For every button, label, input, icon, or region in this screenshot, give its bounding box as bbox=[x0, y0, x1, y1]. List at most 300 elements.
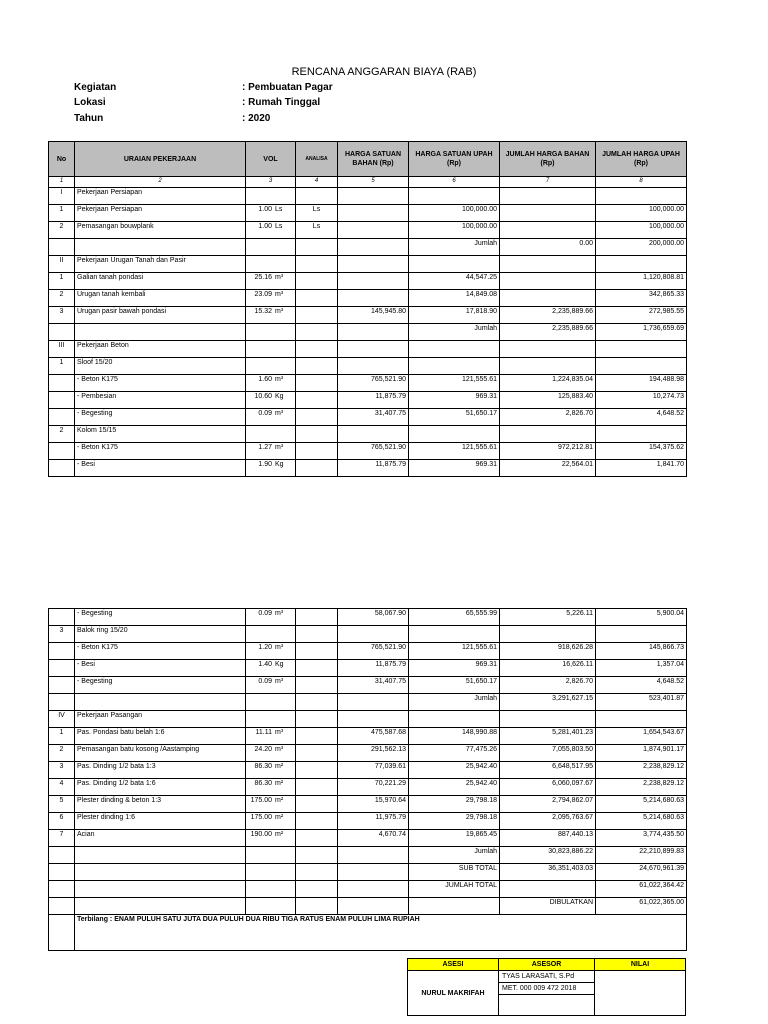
cell-uraian: Urugan tanah kembali bbox=[75, 290, 246, 307]
cell-uraian: Plester dinding 1:6 bbox=[75, 813, 246, 830]
cell-harga-bahan bbox=[338, 324, 409, 341]
cell-no: 1 bbox=[49, 728, 75, 745]
cell-uraian: Pekerjaan Urugan Tanah dan Pasir bbox=[75, 256, 246, 273]
cell-uraian bbox=[75, 694, 246, 711]
cell-harga-bahan bbox=[338, 358, 409, 375]
cell-vol bbox=[246, 273, 296, 290]
cell-vol bbox=[246, 864, 296, 881]
table-row bbox=[49, 864, 687, 881]
nilai-label: NILAI bbox=[595, 959, 686, 971]
document-title: RENCANA ANGGARAN BIAYA (RAB) bbox=[291, 66, 477, 78]
cell-jumlah-bahan: 16,626.11 bbox=[500, 660, 596, 677]
cell-harga-upah bbox=[409, 358, 500, 375]
cell-harga-upah: 44,547.25 bbox=[409, 273, 500, 290]
cell-uraian bbox=[75, 847, 246, 864]
rab-table-page2 bbox=[48, 608, 687, 951]
nilai-value bbox=[595, 971, 686, 1016]
table-row bbox=[49, 324, 687, 341]
meta-label: Lokasi bbox=[74, 97, 106, 108]
cell-harga-upah: 121,555.61 bbox=[409, 643, 500, 660]
col-num: 7 bbox=[500, 177, 596, 188]
cell-harga-upah: 25,942.40 bbox=[409, 779, 500, 796]
cell-harga-upah: 148,990.88 bbox=[409, 728, 500, 745]
cell-jumlah-upah: 5,214,680.63 bbox=[596, 813, 687, 830]
cell-harga-upah: 969.31 bbox=[409, 660, 500, 677]
cell-jumlah-bahan bbox=[500, 205, 596, 222]
cell-harga-bahan bbox=[338, 205, 409, 222]
vol-value: 175.00 bbox=[250, 797, 272, 804]
cell-no bbox=[49, 392, 75, 409]
cell-jumlah-upah: 4,648.52 bbox=[596, 677, 687, 694]
cell-harga-upah: 14,849.08 bbox=[409, 290, 500, 307]
cell-no: III bbox=[49, 341, 75, 358]
cell-analisa bbox=[296, 256, 338, 273]
cell-uraian: Pekerjaan Persiapan bbox=[75, 188, 246, 205]
vol-unit: m² bbox=[275, 780, 284, 787]
cell-jumlah-bahan: 2,794,862.07 bbox=[500, 796, 596, 813]
cell-harga-bahan: 145,945.80 bbox=[338, 307, 409, 324]
cell-vol bbox=[246, 239, 296, 256]
cell-harga-upah: 25,942.40 bbox=[409, 762, 500, 779]
cell-analisa bbox=[296, 660, 338, 677]
cell-vol bbox=[246, 290, 296, 307]
cell-no bbox=[49, 847, 75, 864]
cell-harga-bahan bbox=[338, 626, 409, 643]
cell-analisa bbox=[296, 426, 338, 443]
cell-uraian: - Begesting bbox=[75, 609, 246, 626]
cell-vol bbox=[246, 762, 296, 779]
cell-uraian: Plester dinding & beton 1:3 bbox=[75, 796, 246, 813]
cell-uraian: - Beton K175 bbox=[75, 443, 246, 460]
cell-jumlah-bahan: 5,281,401.23 bbox=[500, 728, 596, 745]
cell-no: 3 bbox=[49, 626, 75, 643]
cell-vol bbox=[246, 830, 296, 847]
cell-uraian: Pemasangan bouwplank bbox=[75, 222, 246, 239]
table-row bbox=[49, 239, 687, 256]
meta-value: : Pembuatan Pagar bbox=[242, 82, 333, 93]
cell-harga-bahan bbox=[338, 239, 409, 256]
cell-uraian: Pekerjaan Beton bbox=[75, 341, 246, 358]
cell-analisa bbox=[296, 813, 338, 830]
cell-harga-bahan: 70,221.29 bbox=[338, 779, 409, 796]
cell-jumlah-bahan: 36,351,403.03 bbox=[500, 864, 596, 881]
cell-harga-upah: JUMLAH TOTAL bbox=[409, 881, 500, 898]
cell-no bbox=[49, 881, 75, 898]
cell-analisa bbox=[296, 392, 338, 409]
table-row bbox=[49, 626, 687, 643]
cell-harga-bahan: 31,407.75 bbox=[338, 409, 409, 426]
vol-unit: m³ bbox=[275, 610, 284, 617]
vol-unit: Kg bbox=[275, 461, 284, 468]
table-row bbox=[49, 426, 687, 443]
cell-uraian bbox=[75, 898, 246, 915]
cell-jumlah-bahan bbox=[500, 341, 596, 358]
cell-harga-bahan: 765,521.90 bbox=[338, 375, 409, 392]
cell-jumlah-bahan bbox=[500, 222, 596, 239]
meta-value: : Rumah Tinggal bbox=[242, 97, 321, 108]
cell-no bbox=[49, 239, 75, 256]
cell-vol bbox=[246, 375, 296, 392]
cell-analisa: Ls bbox=[296, 205, 338, 222]
cell-jumlah-upah: 154,375.62 bbox=[596, 443, 687, 460]
vol-unit: m³ bbox=[275, 644, 284, 651]
cell-harga-bahan: 11,875.79 bbox=[338, 660, 409, 677]
cell-analisa bbox=[296, 881, 338, 898]
cell-jumlah-upah: 272,985.55 bbox=[596, 307, 687, 324]
cell-jumlah-upah: 1,874,901.17 bbox=[596, 745, 687, 762]
table-row bbox=[49, 443, 687, 460]
cell-harga-bahan bbox=[338, 847, 409, 864]
cell-no: 3 bbox=[49, 307, 75, 324]
table-row bbox=[49, 728, 687, 745]
cell-harga-upah bbox=[409, 898, 500, 915]
cell-analisa bbox=[296, 762, 338, 779]
cell-uraian: Balok ring 15/20 bbox=[75, 626, 246, 643]
cell-vol bbox=[246, 324, 296, 341]
cell-vol bbox=[246, 609, 296, 626]
vol-unit: m³ bbox=[275, 746, 284, 753]
vol-value: 1.27 bbox=[258, 444, 272, 451]
cell-uraian: - Beton K175 bbox=[75, 643, 246, 660]
cell-jumlah-upah: 4,648.52 bbox=[596, 409, 687, 426]
cell-jumlah-bahan bbox=[500, 273, 596, 290]
table-row bbox=[49, 375, 687, 392]
cell-harga-bahan: 58,067.90 bbox=[338, 609, 409, 626]
cell-jumlah-bahan bbox=[500, 358, 596, 375]
vol-value: 175.00 bbox=[250, 814, 272, 821]
cell-analisa bbox=[296, 341, 338, 358]
cell-no bbox=[49, 864, 75, 881]
cell-jumlah-upah: 523,401.87 bbox=[596, 694, 687, 711]
cell-harga-bahan: 291,562.13 bbox=[338, 745, 409, 762]
cell-uraian bbox=[75, 881, 246, 898]
cell-no bbox=[49, 375, 75, 392]
cell-harga-bahan: 77,039.61 bbox=[338, 762, 409, 779]
cell-analisa bbox=[296, 694, 338, 711]
cell-no: I bbox=[49, 188, 75, 205]
meta-label: Tahun bbox=[74, 113, 104, 124]
cell-jumlah-bahan: 30,823,886.22 bbox=[500, 847, 596, 864]
cell-uraian: - Besi bbox=[75, 460, 246, 477]
cell-jumlah-bahan: DIBULATKAN bbox=[500, 898, 596, 915]
cell-vol bbox=[246, 643, 296, 660]
cell-uraian: Galian tanah pondasi bbox=[75, 273, 246, 290]
cell-jumlah-upah: 1,654,543.67 bbox=[596, 728, 687, 745]
signature-row bbox=[408, 971, 686, 983]
cell-jumlah-bahan: 5,226.11 bbox=[500, 609, 596, 626]
vol-value: 24.20 bbox=[254, 746, 272, 753]
vol-value: 1.00 bbox=[258, 223, 272, 230]
cell-vol bbox=[246, 222, 296, 239]
vol-unit: Ls bbox=[275, 206, 283, 213]
cell-jumlah-upah: 2,238,829.12 bbox=[596, 762, 687, 779]
cell-uraian bbox=[75, 239, 246, 256]
vol-value: 1.60 bbox=[258, 376, 272, 383]
cell-vol bbox=[246, 677, 296, 694]
table-row bbox=[49, 460, 687, 477]
cell-jumlah-upah: 22,210,899.83 bbox=[596, 847, 687, 864]
vol-value: 23.09 bbox=[254, 291, 272, 298]
cell-analisa bbox=[296, 796, 338, 813]
cell-harga-upah: 19,865.45 bbox=[409, 830, 500, 847]
table-row bbox=[49, 256, 687, 273]
cell-analisa bbox=[296, 409, 338, 426]
cell-jumlah-upah bbox=[596, 626, 687, 643]
cell-no bbox=[49, 643, 75, 660]
cell-analisa bbox=[296, 460, 338, 477]
cell-vol bbox=[246, 813, 296, 830]
cell-harga-bahan bbox=[338, 694, 409, 711]
cell-jumlah-bahan: 887,440.13 bbox=[500, 830, 596, 847]
vol-unit: m² bbox=[275, 797, 284, 804]
cell-no: 3 bbox=[49, 762, 75, 779]
asesor-label: ASESOR bbox=[499, 959, 595, 971]
cell-harga-upah bbox=[409, 626, 500, 643]
cell-uraian: - Besi bbox=[75, 660, 246, 677]
cell-jumlah-bahan: 125,883.40 bbox=[500, 392, 596, 409]
table-row bbox=[49, 290, 687, 307]
vol-value: 86.30 bbox=[254, 780, 272, 787]
column-number-row bbox=[49, 177, 687, 188]
table-row bbox=[49, 898, 687, 915]
vol-value: 25.16 bbox=[254, 274, 272, 281]
cell-vol bbox=[246, 847, 296, 864]
cell-no: IV bbox=[49, 711, 75, 728]
signature-table bbox=[407, 958, 686, 1016]
vol-value: 1.40 bbox=[258, 661, 272, 668]
cell-jumlah-bahan: 22,564.01 bbox=[500, 460, 596, 477]
cell-harga-bahan: 11,875.79 bbox=[338, 392, 409, 409]
table-row bbox=[49, 762, 687, 779]
cell-jumlah-upah bbox=[596, 426, 687, 443]
cell-jumlah-upah: 61,022,364.42 bbox=[596, 881, 687, 898]
cell-no: 2 bbox=[49, 426, 75, 443]
table-row bbox=[49, 796, 687, 813]
cell-jumlah-upah: 1,736,659.69 bbox=[596, 324, 687, 341]
cell-uraian: Urugan pasir bawah pondasi bbox=[75, 307, 246, 324]
cell-jumlah-upah: 100,000.00 bbox=[596, 205, 687, 222]
cell-harga-upah: 100,000.00 bbox=[409, 222, 500, 239]
table-row bbox=[49, 222, 687, 239]
cell-harga-upah: 17,818.90 bbox=[409, 307, 500, 324]
cell-jumlah-bahan: 2,095,763.67 bbox=[500, 813, 596, 830]
vol-unit: Kg bbox=[275, 393, 284, 400]
table-row bbox=[49, 745, 687, 762]
vol-value: 0.09 bbox=[258, 678, 272, 685]
cell-uraian: - Beton K175 bbox=[75, 375, 246, 392]
cell-no: 1 bbox=[49, 358, 75, 375]
cell-jumlah-bahan: 918,626.28 bbox=[500, 643, 596, 660]
cell-harga-bahan: 11,875.79 bbox=[338, 460, 409, 477]
cell-harga-bahan bbox=[338, 222, 409, 239]
cell-jumlah-upah: 2,238,829.12 bbox=[596, 779, 687, 796]
cell-harga-bahan bbox=[338, 711, 409, 728]
cell-jumlah-upah bbox=[596, 358, 687, 375]
header-vol: VOL bbox=[246, 142, 296, 177]
cell-analisa bbox=[296, 864, 338, 881]
cell-harga-upah bbox=[409, 341, 500, 358]
cell-harga-upah: Jumlah bbox=[409, 847, 500, 864]
cell-jumlah-bahan: 972,212.81 bbox=[500, 443, 596, 460]
cell-harga-upah: 29,798.18 bbox=[409, 796, 500, 813]
cell-analisa bbox=[296, 898, 338, 915]
cell-vol bbox=[246, 898, 296, 915]
vol-unit: Ls bbox=[275, 223, 283, 230]
table-row bbox=[49, 779, 687, 796]
cell-vol bbox=[246, 694, 296, 711]
cell-analisa bbox=[296, 290, 338, 307]
cell-jumlah-upah: 145,866.73 bbox=[596, 643, 687, 660]
table-row bbox=[49, 694, 687, 711]
cell-analisa bbox=[296, 779, 338, 796]
cell-uraian: Pemasangan batu kosong /Aastamping bbox=[75, 745, 246, 762]
vol-unit: m² bbox=[275, 831, 284, 838]
table-row bbox=[49, 677, 687, 694]
cell-harga-upah: 51,650.17 bbox=[409, 677, 500, 694]
cell-no: 2 bbox=[49, 222, 75, 239]
cell-no: 6 bbox=[49, 813, 75, 830]
vol-unit: m³ bbox=[275, 678, 284, 685]
table-header-row bbox=[49, 142, 687, 177]
cell-harga-bahan: 15,970.64 bbox=[338, 796, 409, 813]
cell-analisa: Ls bbox=[296, 222, 338, 239]
cell-no: 4 bbox=[49, 779, 75, 796]
cell-jumlah-bahan bbox=[500, 290, 596, 307]
cell-jumlah-bahan: 7,055,803.50 bbox=[500, 745, 596, 762]
cell-vol bbox=[246, 779, 296, 796]
table-row bbox=[49, 205, 687, 222]
cell-jumlah-upah: 200,000.00 bbox=[596, 239, 687, 256]
cell-uraian: - Begesting bbox=[75, 409, 246, 426]
cell-uraian bbox=[75, 864, 246, 881]
table-row bbox=[49, 830, 687, 847]
cell-analisa bbox=[296, 643, 338, 660]
cell-jumlah-bahan: 1,224,835.04 bbox=[500, 375, 596, 392]
cell-harga-upah: 65,555.99 bbox=[409, 609, 500, 626]
cell-no: 1 bbox=[49, 273, 75, 290]
cell-vol bbox=[246, 392, 296, 409]
cell-vol bbox=[246, 426, 296, 443]
vol-unit: m² bbox=[275, 814, 284, 821]
cell-jumlah-bahan: 0.00 bbox=[500, 239, 596, 256]
col-num: 6 bbox=[409, 177, 500, 188]
cell-jumlah-bahan bbox=[500, 881, 596, 898]
table-row bbox=[49, 307, 687, 324]
col-num: 2 bbox=[75, 177, 246, 188]
col-num: 3 bbox=[246, 177, 296, 188]
cell-jumlah-upah bbox=[596, 256, 687, 273]
cell-vol bbox=[246, 358, 296, 375]
table-row bbox=[49, 409, 687, 426]
cell-vol bbox=[246, 711, 296, 728]
cell-analisa bbox=[296, 847, 338, 864]
vol-unit: m³ bbox=[275, 274, 284, 281]
cell-harga-upah: Jumlah bbox=[409, 239, 500, 256]
table-row bbox=[49, 660, 687, 677]
cell-no bbox=[49, 660, 75, 677]
vol-unit: m³ bbox=[275, 729, 284, 736]
cell-vol bbox=[246, 256, 296, 273]
asesor-met: MET. 000 009 472 2018 bbox=[499, 983, 595, 995]
cell-vol bbox=[246, 660, 296, 677]
vol-value: 1.20 bbox=[258, 644, 272, 651]
cell-harga-bahan bbox=[338, 273, 409, 290]
cell-no bbox=[49, 324, 75, 341]
terbilang-text: Terbilang : ENAM PULUH SATU JUTA DUA PULUH DUA RIBU TIGA RATUS ENAM PULUH LIMA RUPIAH bbox=[75, 915, 687, 951]
table-row bbox=[49, 847, 687, 864]
cell-harga-bahan: 475,587.68 bbox=[338, 728, 409, 745]
cell-no bbox=[49, 409, 75, 426]
cell-harga-bahan: 11,975.79 bbox=[338, 813, 409, 830]
cell-jumlah-bahan: 6,648,517.95 bbox=[500, 762, 596, 779]
meta-value: : 2020 bbox=[242, 113, 271, 124]
cell-vol bbox=[246, 796, 296, 813]
vol-value: 10.60 bbox=[254, 393, 272, 400]
table-row bbox=[49, 188, 687, 205]
vol-value: 11.11 bbox=[255, 729, 272, 736]
cell-vol bbox=[246, 341, 296, 358]
cell-jumlah-upah bbox=[596, 341, 687, 358]
cell-jumlah-upah: 5,214,680.63 bbox=[596, 796, 687, 813]
cell-harga-bahan bbox=[338, 290, 409, 307]
meta-label: Kegiatan bbox=[74, 82, 117, 93]
cell-analisa bbox=[296, 358, 338, 375]
col-num: 8 bbox=[596, 177, 687, 188]
table-row bbox=[49, 358, 687, 375]
vol-unit: m³ bbox=[275, 291, 284, 298]
cell-no bbox=[49, 460, 75, 477]
cell-no bbox=[49, 609, 75, 626]
cell-analisa bbox=[296, 677, 338, 694]
cell-harga-bahan bbox=[338, 341, 409, 358]
cell-analisa bbox=[296, 711, 338, 728]
cell-jumlah-bahan: 2,235,889.66 bbox=[500, 324, 596, 341]
header-no: No bbox=[49, 142, 75, 177]
cell-harga-upah: 121,555.61 bbox=[409, 443, 500, 460]
asesi-name: NURUL MAKRIFAH bbox=[408, 971, 499, 1016]
cell-jumlah-bahan: 2,235,889.66 bbox=[500, 307, 596, 324]
cell-analisa bbox=[296, 830, 338, 847]
cell-jumlah-bahan bbox=[500, 256, 596, 273]
table-row bbox=[49, 273, 687, 290]
table-row bbox=[49, 881, 687, 898]
cell-analisa bbox=[296, 273, 338, 290]
asesi-label: ASESI bbox=[408, 959, 499, 971]
cell-uraian bbox=[75, 324, 246, 341]
cell-jumlah-bahan: 3,291,627.15 bbox=[500, 694, 596, 711]
header-analisa: ANALISA bbox=[296, 142, 338, 177]
cell-jumlah-bahan bbox=[500, 426, 596, 443]
cell-analisa bbox=[296, 745, 338, 762]
cell-uraian: Pas. Pondasi batu belah 1:6 bbox=[75, 728, 246, 745]
cell-harga-bahan: 31,407.75 bbox=[338, 677, 409, 694]
cell-vol bbox=[246, 460, 296, 477]
cell-harga-bahan bbox=[338, 881, 409, 898]
cell-harga-bahan bbox=[338, 426, 409, 443]
cell-jumlah-upah bbox=[596, 188, 687, 205]
cell-harga-upah: 77,475.26 bbox=[409, 745, 500, 762]
cell-jumlah-upah: 24,670,961.39 bbox=[596, 864, 687, 881]
cell-no bbox=[49, 677, 75, 694]
table-row bbox=[49, 609, 687, 626]
cell-harga-bahan bbox=[338, 256, 409, 273]
cell-harga-upah: 969.31 bbox=[409, 460, 500, 477]
cell-vol bbox=[246, 728, 296, 745]
vol-value: 0.09 bbox=[258, 410, 272, 417]
cell-harga-upah: Jumlah bbox=[409, 324, 500, 341]
col-num: 1 bbox=[49, 177, 75, 188]
cell-no bbox=[49, 694, 75, 711]
